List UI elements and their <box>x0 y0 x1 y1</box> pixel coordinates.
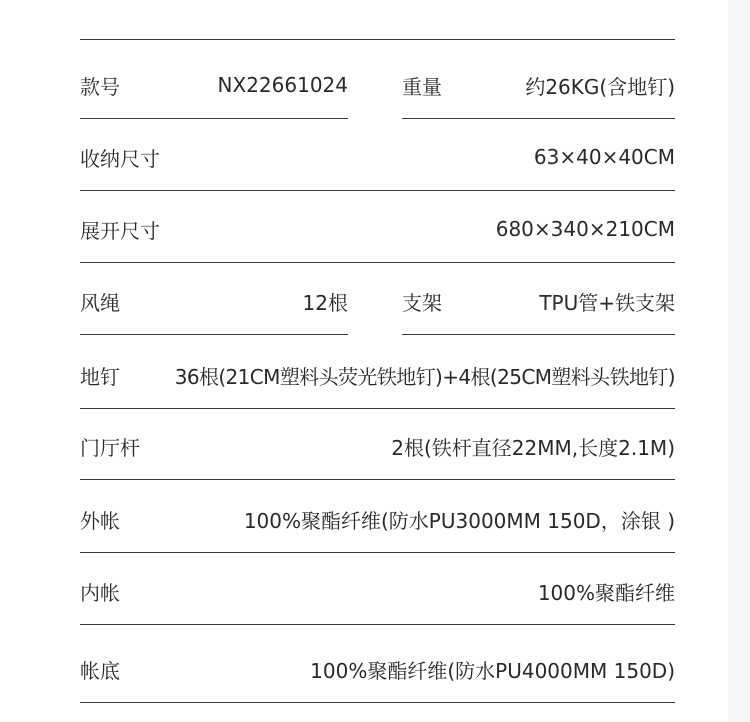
spec-label: 门厅杆 <box>80 435 140 460</box>
spec-value: TPU管+铁支架 <box>539 290 675 315</box>
row-divider <box>80 408 675 409</box>
spec-row-ropes-frame <box>80 281 675 321</box>
spec-row-model-weight <box>80 65 675 105</box>
spec-label: 地钉 <box>80 364 120 389</box>
spec-row-packed-size <box>80 137 675 177</box>
spec-value: 36根(21CM塑料头荧光铁地钉)+4根(25CM塑料头铁地钉) <box>174 364 675 389</box>
spec-label: 重量 <box>402 74 442 99</box>
spec-cell-ropes <box>80 281 348 321</box>
row-divider <box>80 118 348 119</box>
row-divider <box>80 479 675 480</box>
spec-cell-porch-pole <box>80 426 675 466</box>
spec-label: 内帐 <box>80 580 120 605</box>
spec-cell-model <box>80 65 348 105</box>
row-divider <box>80 624 675 625</box>
spec-label: 展开尺寸 <box>80 218 160 243</box>
spec-value: 100%聚酯纤维(防水PU3000MM 150D，涂银 ) <box>243 508 675 533</box>
spec-row-inner-tent <box>80 571 675 611</box>
spec-cell-inner-tent <box>80 571 675 611</box>
row-divider <box>80 190 675 191</box>
spec-row-open-size <box>80 209 675 249</box>
spec-value: 680×340×210CM <box>495 217 675 241</box>
spec-cell-frame <box>402 281 675 321</box>
side-strip <box>728 0 750 722</box>
row-divider <box>80 702 675 703</box>
spec-label: 支架 <box>402 290 442 315</box>
spec-value: 100%聚酯纤维(防水PU4000MM 150D) <box>310 658 675 683</box>
spec-value: NX22661024 <box>217 73 348 97</box>
row-divider <box>402 334 675 335</box>
spec-label: 收纳尺寸 <box>80 146 160 171</box>
spec-row-tent-floor <box>80 649 675 689</box>
spec-cell-outer-tent <box>80 499 675 539</box>
spec-cell-stakes <box>80 355 675 395</box>
spec-cell-weight <box>402 65 675 105</box>
spec-value: 63×40×40CM <box>533 145 675 169</box>
row-divider <box>80 334 348 335</box>
row-divider <box>402 118 675 119</box>
spec-row-porch-pole <box>80 426 675 466</box>
spec-label: 外帐 <box>80 508 120 533</box>
spec-cell-packed-size <box>80 137 675 177</box>
row-divider <box>80 552 675 553</box>
spec-value: 2根(铁杆直径22MM,长度2.1M) <box>391 435 675 460</box>
spec-value: 约26KG(含地钉) <box>525 74 675 99</box>
spec-cell-tent-floor <box>80 649 675 689</box>
spec-row-outer-tent <box>80 499 675 539</box>
row-divider <box>80 262 675 263</box>
spec-row-stakes <box>80 355 675 395</box>
spec-label: 款号 <box>80 74 120 99</box>
spec-cell-open-size <box>80 209 675 249</box>
spec-value: 12根 <box>302 290 348 315</box>
spec-sheet <box>80 0 675 722</box>
top-divider <box>80 39 675 40</box>
spec-value: 100%聚酯纤维 <box>537 580 675 605</box>
spec-label: 帐底 <box>80 658 120 683</box>
spec-label: 风绳 <box>80 290 120 315</box>
